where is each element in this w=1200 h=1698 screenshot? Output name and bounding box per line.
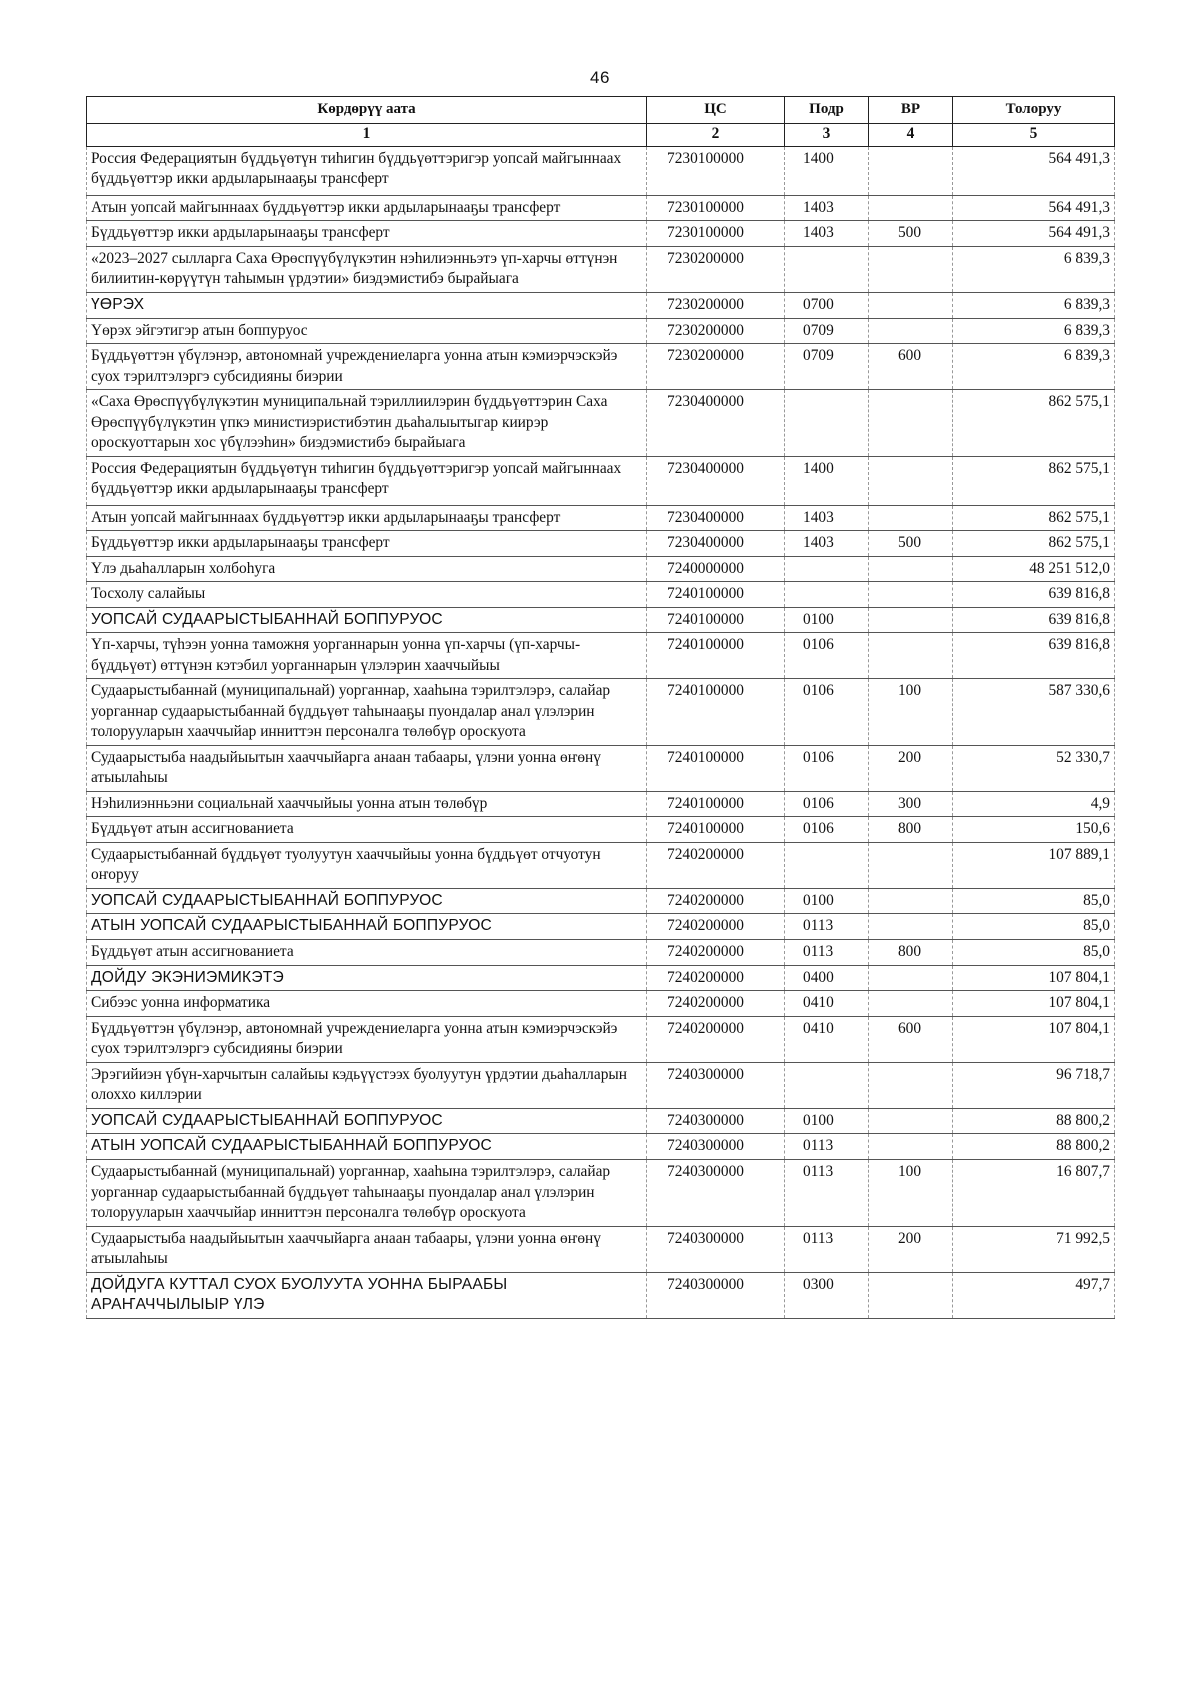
table-row [87, 147, 1115, 196]
table-row [87, 1062, 1115, 1108]
row-cs-cell: 7230200000 [647, 344, 785, 390]
row-podr-cell [785, 390, 869, 456]
row-podr-cell: 0113 [785, 940, 869, 965]
table-row [87, 344, 1115, 390]
row-cs-cell: 7230200000 [647, 318, 785, 343]
header-podr: Подр [785, 97, 869, 124]
row-name-cell: Үлэ дьаһалларын холбоһуга [87, 556, 647, 581]
budget-table [86, 96, 1115, 1319]
row-amount-cell: 587 330,6 [953, 679, 1115, 745]
row-podr-cell: 0410 [785, 991, 869, 1016]
row-cs-cell: 7240300000 [647, 1226, 785, 1272]
row-cs-cell: 7240200000 [647, 991, 785, 1016]
row-amount-cell: 85,0 [953, 914, 1115, 940]
row-vr-cell: 500 [869, 531, 953, 556]
row-vr-cell: 200 [869, 1226, 953, 1272]
row-name-cell: Нэһилиэнньэни социальнай хааччыйыы уонна атын төлөбүр [87, 791, 647, 816]
row-cs-cell: 7240200000 [647, 1016, 785, 1062]
row-name-cell: Бүддьүөттэр икки ардыларынааҕы трансферт [87, 531, 647, 556]
row-cs-cell: 7240300000 [647, 1062, 785, 1108]
row-vr-cell [869, 842, 953, 888]
row-cs-cell: 7230100000 [647, 221, 785, 246]
row-cs-cell: 7240200000 [647, 940, 785, 965]
table-row [87, 817, 1115, 842]
row-amount-cell: 6 839,3 [953, 318, 1115, 343]
page-number: 46 [590, 68, 610, 87]
header-vr: ВР [869, 97, 953, 124]
row-amount-cell: 88 800,2 [953, 1108, 1115, 1134]
row-name-cell: Атын уопсай майгыннаах бүддьүөттэр икки ардыларынааҕы трансферт [87, 196, 647, 221]
row-cs-cell: 7240100000 [647, 582, 785, 607]
table-row [87, 531, 1115, 556]
row-cs-cell: 7240200000 [647, 842, 785, 888]
row-vr-cell [869, 246, 953, 292]
row-vr-cell: 100 [869, 679, 953, 745]
row-amount-cell: 862 575,1 [953, 456, 1115, 505]
row-vr-cell [869, 1062, 953, 1108]
row-amount-cell: 107 804,1 [953, 991, 1115, 1016]
table-row [87, 390, 1115, 456]
row-podr-cell: 0410 [785, 1016, 869, 1062]
table-row [87, 292, 1115, 318]
row-cs-cell: 7230100000 [647, 196, 785, 221]
row-vr-cell: 200 [869, 745, 953, 791]
row-podr-cell: 0709 [785, 344, 869, 390]
table-row [87, 556, 1115, 581]
row-name-cell: Судаарыстыбаннай бүддьүөт туолуутун хааччыйыы уонна бүддьүөт отчуотун оҥоруу [87, 842, 647, 888]
row-cs-cell: 7230400000 [647, 456, 785, 505]
row-cs-cell: 7240100000 [647, 817, 785, 842]
table-row [87, 991, 1115, 1016]
row-podr-cell: 0100 [785, 607, 869, 633]
row-vr-cell [869, 633, 953, 679]
table-row [87, 842, 1115, 888]
row-cs-cell: 7240100000 [647, 633, 785, 679]
row-amount-cell: 639 816,8 [953, 633, 1115, 679]
row-name-cell: Бүддьүөттэн үбүлэнэр, автономнай учреждениеларга уонна атын кэмиэрчэскэйэ суох тэрилтэлэргэ субсидияны биэрии [87, 1016, 647, 1062]
table-row [87, 1160, 1115, 1226]
row-name-cell: Сибээс уонна информатика [87, 991, 647, 1016]
row-name-cell: УОПСАЙ СУДААРЫСТЫБАННАЙ БОППУРУОС [87, 607, 647, 633]
row-podr-cell: 0113 [785, 1134, 869, 1160]
row-amount-cell: 862 575,1 [953, 531, 1115, 556]
row-podr-cell: 0106 [785, 791, 869, 816]
row-vr-cell: 600 [869, 344, 953, 390]
table-row [87, 318, 1115, 343]
row-podr-cell: 0113 [785, 1226, 869, 1272]
table-row [87, 1226, 1115, 1272]
row-vr-cell [869, 965, 953, 991]
column-number: 1 [87, 124, 647, 147]
row-name-cell: ҮӨРЭХ [87, 292, 647, 318]
row-cs-cell: 7240300000 [647, 1160, 785, 1226]
row-podr-cell: 1400 [785, 147, 869, 196]
row-cs-cell: 7230400000 [647, 505, 785, 530]
row-vr-cell [869, 196, 953, 221]
row-cs-cell: 7240300000 [647, 1272, 785, 1318]
row-cs-cell: 7240200000 [647, 914, 785, 940]
table-row [87, 196, 1115, 221]
row-name-cell: Тосхолу салайыы [87, 582, 647, 607]
row-vr-cell: 800 [869, 940, 953, 965]
header-cs: ЦС [647, 97, 785, 124]
table-row [87, 1272, 1115, 1318]
row-amount-cell: 564 491,3 [953, 221, 1115, 246]
row-amount-cell: 564 491,3 [953, 147, 1115, 196]
row-amount-cell: 88 800,2 [953, 1134, 1115, 1160]
row-cs-cell: 7230100000 [647, 147, 785, 196]
table-row [87, 914, 1115, 940]
column-number: 3 [785, 124, 869, 147]
row-podr-cell: 0300 [785, 1272, 869, 1318]
column-number-row [87, 124, 1115, 147]
row-podr-cell: 1403 [785, 505, 869, 530]
table-row [87, 1108, 1115, 1134]
row-podr-cell: 0400 [785, 965, 869, 991]
row-cs-cell: 7240000000 [647, 556, 785, 581]
row-podr-cell: 1403 [785, 221, 869, 246]
row-vr-cell [869, 914, 953, 940]
row-podr-cell: 0113 [785, 1160, 869, 1226]
row-vr-cell: 600 [869, 1016, 953, 1062]
row-amount-cell: 6 839,3 [953, 344, 1115, 390]
row-amount-cell: 85,0 [953, 888, 1115, 914]
table-row [87, 456, 1115, 505]
table-row [87, 246, 1115, 292]
table-row [87, 633, 1115, 679]
row-vr-cell [869, 556, 953, 581]
table-row [87, 582, 1115, 607]
row-amount-cell: 16 807,7 [953, 1160, 1115, 1226]
row-amount-cell: 52 330,7 [953, 745, 1115, 791]
row-cs-cell: 7240300000 [647, 1134, 785, 1160]
row-name-cell: Россия Федерациятын бүддьүөтүн тиһигин бүддьүөттэригэр уопсай майгыннаах бүддьүөттэр икки ардыларынааҕы трансферт [87, 456, 647, 505]
row-cs-cell: 7230200000 [647, 292, 785, 318]
row-vr-cell [869, 607, 953, 633]
row-name-cell: Бүддьүөт атын ассигнованиета [87, 817, 647, 842]
row-podr-cell [785, 842, 869, 888]
row-vr-cell: 100 [869, 1160, 953, 1226]
row-cs-cell: 7240100000 [647, 679, 785, 745]
row-name-cell: Судаарыстыбаннай (муниципальнай) уорганнар, хааһына тэрилтэлэрэ, салайар уорганнар судаарыстыбаннай бүддьүөт таһынааҕы пуондалар анал үлэлэрин толорууларын хааччыйар инниттэн персоналга төлөбүр ороскуота [87, 679, 647, 745]
table-row [87, 791, 1115, 816]
row-podr-cell: 0709 [785, 318, 869, 343]
row-amount-cell: 639 816,8 [953, 582, 1115, 607]
row-amount-cell: 564 491,3 [953, 196, 1115, 221]
row-cs-cell: 7230200000 [647, 246, 785, 292]
row-amount-cell: 107 804,1 [953, 1016, 1115, 1062]
row-vr-cell [869, 582, 953, 607]
row-name-cell: Судаарыстыба наадыйыытын хааччыйарга анаан табаары, үлэни уонна өҥөнү атыылаһыы [87, 1226, 647, 1272]
row-cs-cell: 7240100000 [647, 745, 785, 791]
row-vr-cell: 300 [869, 791, 953, 816]
row-name-cell: «2023–2027 сылларга Саха Өрөспүүбүлүкэтин нэһилиэнньэтэ үп-харчы өттүнэн билиитин-көрүүтүн таһымын үрдэтии» биэдэмистибэ бырайыага [87, 246, 647, 292]
row-amount-cell: 85,0 [953, 940, 1115, 965]
row-podr-cell [785, 582, 869, 607]
table-row [87, 221, 1115, 246]
row-name-cell: АТЫН УОПСАЙ СУДААРЫСТЫБАННАЙ БОППУРУОС [87, 914, 647, 940]
table-row [87, 888, 1115, 914]
row-podr-cell: 0700 [785, 292, 869, 318]
row-name-cell: Судаарыстыба наадыйыытын хааччыйарга анаан табаары, үлэни уонна өҥөнү атыылаһыы [87, 745, 647, 791]
row-amount-cell: 96 718,7 [953, 1062, 1115, 1108]
row-podr-cell: 0106 [785, 633, 869, 679]
row-amount-cell: 48 251 512,0 [953, 556, 1115, 581]
column-number: 2 [647, 124, 785, 147]
row-amount-cell: 107 889,1 [953, 842, 1115, 888]
row-podr-cell: 0100 [785, 888, 869, 914]
row-vr-cell [869, 888, 953, 914]
row-podr-cell: 1403 [785, 531, 869, 556]
table-body [87, 147, 1115, 1319]
row-name-cell: Үп-харчы, түһээн уонна таможня уорганнарын уонна үп-харчы (үп-харчы-бүддьүөт) өттүнэн кэтэбил уорганнарын үлэлэрин хааччыйыы [87, 633, 647, 679]
table-row [87, 1134, 1115, 1160]
row-name-cell: ДОЙДУГА КУТТАЛ СУОХ БУОЛУУТА УОННА БЫРААБЫ АРАҤАЧЧЫЛЫЫР ҮЛЭ [87, 1272, 647, 1318]
header-amount: Толоруу [953, 97, 1115, 124]
row-amount-cell: 6 839,3 [953, 292, 1115, 318]
row-name-cell: ДОЙДУ ЭКЭНИЭМИКЭТЭ [87, 965, 647, 991]
row-vr-cell [869, 1108, 953, 1134]
table-row [87, 745, 1115, 791]
row-name-cell: АТЫН УОПСАЙ СУДААРЫСТЫБАННАЙ БОППУРУОС [87, 1134, 647, 1160]
row-podr-cell: 0106 [785, 817, 869, 842]
row-podr-cell: 0106 [785, 745, 869, 791]
row-vr-cell [869, 1134, 953, 1160]
row-podr-cell: 0100 [785, 1108, 869, 1134]
header-row [87, 97, 1115, 124]
table-row [87, 940, 1115, 965]
row-podr-cell: 1400 [785, 456, 869, 505]
row-cs-cell: 7240100000 [647, 791, 785, 816]
row-amount-cell: 862 575,1 [953, 505, 1115, 530]
row-name-cell: «Саха Өрөспүүбүлүкэтин муниципальнай тэриллиилэрин бүддьүөттэрин Саха Өрөспүүбүлүкэтин үпкэ министиэристибэтин дьаһалыытыгар киирэр ороскуоттарын хос үбүлээһин» биэдэмистибэ бырайыага [87, 390, 647, 456]
table-row [87, 607, 1115, 633]
table-row [87, 505, 1115, 530]
row-podr-cell: 1403 [785, 196, 869, 221]
row-cs-cell: 7240200000 [647, 888, 785, 914]
row-name-cell: Бүддьүөттэн үбүлэнэр, автономнай учреждениеларга уонна атын кэмиэрчэскэйэ суох тэрилтэлэргэ субсидияны биэрии [87, 344, 647, 390]
row-podr-cell: 0106 [785, 679, 869, 745]
row-name-cell: Бүддьүөттэр икки ардыларынааҕы трансферт [87, 221, 647, 246]
column-number: 4 [869, 124, 953, 147]
row-vr-cell [869, 390, 953, 456]
column-number: 5 [953, 124, 1115, 147]
row-cs-cell: 7240200000 [647, 965, 785, 991]
table-row [87, 679, 1115, 745]
row-vr-cell [869, 505, 953, 530]
row-name-cell: Эрэгийиэн үбүн-харчытын салайыы кэдьүүстээх буолуутун үрдэтии дьаһалларын олоххо киллэрии [87, 1062, 647, 1108]
row-amount-cell: 6 839,3 [953, 246, 1115, 292]
header-indicator-name: Көрдөрүү аата [87, 97, 647, 124]
table-row [87, 1016, 1115, 1062]
row-cs-cell: 7240100000 [647, 607, 785, 633]
row-vr-cell: 800 [869, 817, 953, 842]
row-name-cell: Атын уопсай майгыннаах бүддьүөттэр икки ардыларынааҕы трансферт [87, 505, 647, 530]
row-podr-cell [785, 246, 869, 292]
row-vr-cell [869, 1272, 953, 1318]
row-name-cell: Россия Федерациятын бүддьүөтүн тиһигин бүддьүөттэригэр уопсай майгыннаах бүддьүөттэр икки ардыларынааҕы трансферт [87, 147, 647, 196]
row-cs-cell: 7230400000 [647, 390, 785, 456]
row-name-cell: Үөрэх эйгэтигэр атын боппуруос [87, 318, 647, 343]
row-vr-cell [869, 318, 953, 343]
row-amount-cell: 71 992,5 [953, 1226, 1115, 1272]
row-podr-cell [785, 1062, 869, 1108]
table-row [87, 965, 1115, 991]
row-amount-cell: 639 816,8 [953, 607, 1115, 633]
row-vr-cell: 500 [869, 221, 953, 246]
row-amount-cell: 150,6 [953, 817, 1115, 842]
row-amount-cell: 497,7 [953, 1272, 1115, 1318]
row-podr-cell: 0113 [785, 914, 869, 940]
row-name-cell: Судаарыстыбаннай (муниципальнай) уорганнар, хааһына тэрилтэлэрэ, салайар уорганнар судаарыстыбаннай бүддьүөт таһынааҕы пуондалар анал үлэлэрин толорууларын хааччыйар инниттэн персоналга төлөбүр ороскуота [87, 1160, 647, 1226]
row-name-cell: УОПСАЙ СУДААРЫСТЫБАННАЙ БОППУРУОС [87, 888, 647, 914]
row-amount-cell: 107 804,1 [953, 965, 1115, 991]
row-podr-cell [785, 556, 869, 581]
row-vr-cell [869, 456, 953, 505]
row-vr-cell [869, 991, 953, 1016]
row-vr-cell [869, 147, 953, 196]
row-name-cell: УОПСАЙ СУДААРЫСТЫБАННАЙ БОППУРУОС [87, 1108, 647, 1134]
row-cs-cell: 7230400000 [647, 531, 785, 556]
row-amount-cell: 4,9 [953, 791, 1115, 816]
row-vr-cell [869, 292, 953, 318]
row-amount-cell: 862 575,1 [953, 390, 1115, 456]
row-cs-cell: 7240300000 [647, 1108, 785, 1134]
row-name-cell: Бүддьүөт атын ассигнованиета [87, 940, 647, 965]
